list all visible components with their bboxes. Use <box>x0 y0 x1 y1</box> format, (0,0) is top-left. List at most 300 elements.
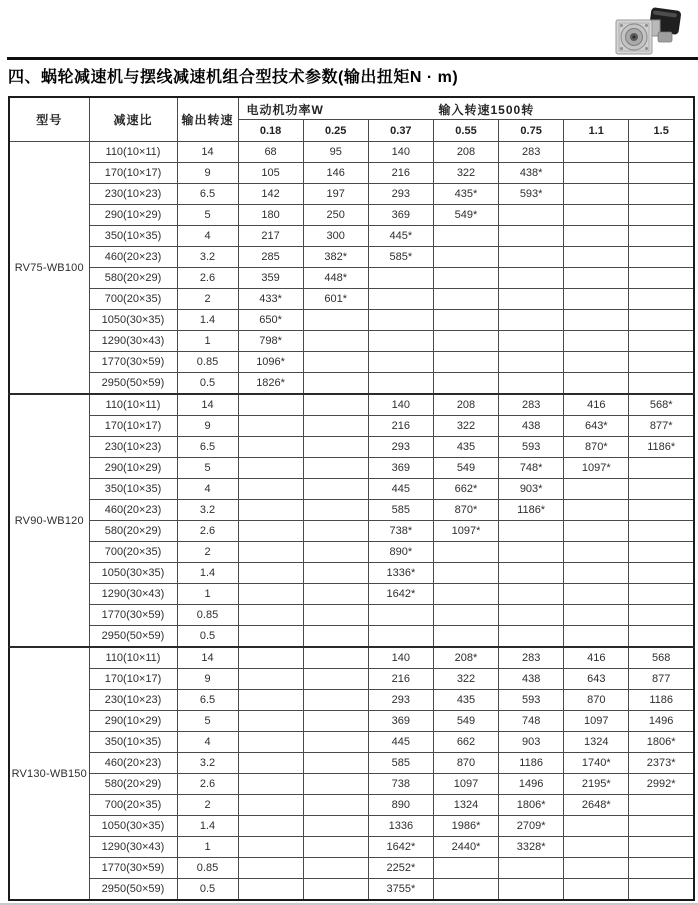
input-speed-label: 输入转速1500转 <box>438 103 535 117</box>
torque-cell <box>368 268 433 289</box>
torque-cell <box>433 879 498 901</box>
torque-cell <box>499 605 564 626</box>
table-row <box>9 458 694 479</box>
col-header-ratio: 减速比 <box>89 97 177 142</box>
torque-cell <box>303 458 368 479</box>
torque-cell <box>303 626 368 648</box>
output-speed-cell: 4 <box>177 479 238 500</box>
torque-cell <box>499 373 564 395</box>
torque-cell: 140 <box>368 394 433 416</box>
table-row <box>9 500 694 521</box>
output-speed-cell: 1.4 <box>177 563 238 584</box>
torque-cell: 1186* <box>629 437 694 458</box>
ratio-cell: 110(10×11) <box>89 647 177 669</box>
torque-cell <box>238 394 303 416</box>
table-row <box>9 331 694 352</box>
table-row <box>9 352 694 373</box>
torque-cell <box>433 331 498 352</box>
ratio-cell: 1770(30×59) <box>89 605 177 626</box>
ratio-cell: 700(20×35) <box>89 795 177 816</box>
torque-cell: 445 <box>368 732 433 753</box>
torque-cell: 416 <box>564 394 629 416</box>
torque-cell <box>238 690 303 711</box>
torque-cell: 1336 <box>368 816 433 837</box>
output-speed-cell: 6.5 <box>177 184 238 205</box>
torque-cell <box>303 521 368 542</box>
torque-cell: 643* <box>564 416 629 437</box>
output-speed-cell: 4 <box>177 732 238 753</box>
table-row <box>9 605 694 626</box>
output-speed-cell: 14 <box>177 142 238 163</box>
torque-cell <box>303 774 368 795</box>
torque-cell <box>238 753 303 774</box>
torque-cell <box>629 226 694 247</box>
torque-cell: 2440* <box>433 837 498 858</box>
torque-cell: 283 <box>499 647 564 669</box>
torque-cell: 293 <box>368 690 433 711</box>
output-speed-cell: 1 <box>177 331 238 352</box>
torque-cell <box>303 437 368 458</box>
torque-cell: 1097* <box>564 458 629 479</box>
torque-cell: 601* <box>303 289 368 310</box>
torque-cell <box>629 584 694 605</box>
torque-cell: 322 <box>433 163 498 184</box>
torque-cell <box>564 584 629 605</box>
ratio-cell: 700(20×35) <box>89 542 177 563</box>
torque-cell <box>303 352 368 373</box>
ratio-cell: 290(10×29) <box>89 711 177 732</box>
torque-cell <box>499 205 564 226</box>
table-row <box>9 184 694 205</box>
torque-cell: 593 <box>499 690 564 711</box>
torque-cell: 2373* <box>629 753 694 774</box>
ratio-cell: 230(10×23) <box>89 690 177 711</box>
torque-cell <box>368 310 433 331</box>
table-row <box>9 416 694 437</box>
torque-cell: 2992* <box>629 774 694 795</box>
torque-cell: 870 <box>564 690 629 711</box>
torque-cell <box>303 711 368 732</box>
table-row <box>9 247 694 268</box>
torque-cell <box>629 289 694 310</box>
ratio-cell: 350(10×35) <box>89 479 177 500</box>
ratio-cell: 1050(30×35) <box>89 310 177 331</box>
torque-cell <box>499 331 564 352</box>
torque-cell <box>238 647 303 669</box>
torque-cell <box>303 879 368 901</box>
ratio-cell: 2950(50×59) <box>89 879 177 901</box>
torque-cell: 293 <box>368 437 433 458</box>
torque-cell: 870* <box>433 500 498 521</box>
torque-cell: 738 <box>368 774 433 795</box>
torque-cell: 1496 <box>499 774 564 795</box>
output-speed-cell: 3.2 <box>177 500 238 521</box>
torque-cell <box>238 858 303 879</box>
torque-cell: 1186 <box>499 753 564 774</box>
torque-cell: 662* <box>433 479 498 500</box>
torque-cell: 870* <box>564 437 629 458</box>
torque-cell: 890* <box>368 542 433 563</box>
torque-cell <box>629 521 694 542</box>
torque-cell <box>499 226 564 247</box>
ratio-cell: 580(20×29) <box>89 268 177 289</box>
col-header-power: 0.37 <box>368 120 433 142</box>
table-row <box>9 310 694 331</box>
torque-cell: 180 <box>238 205 303 226</box>
torque-cell: 283 <box>499 394 564 416</box>
torque-cell: 1826* <box>238 373 303 395</box>
torque-cell <box>499 626 564 648</box>
torque-cell <box>564 184 629 205</box>
torque-cell: 140 <box>368 142 433 163</box>
torque-cell <box>499 584 564 605</box>
spec-table <box>8 96 695 901</box>
torque-cell <box>629 310 694 331</box>
torque-cell: 322 <box>433 416 498 437</box>
torque-cell <box>303 858 368 879</box>
table-header <box>9 97 694 142</box>
torque-cell: 1740* <box>564 753 629 774</box>
torque-cell <box>433 626 498 648</box>
table-row <box>9 226 694 247</box>
torque-cell <box>238 437 303 458</box>
header-rule <box>7 57 698 60</box>
ratio-cell: 580(20×29) <box>89 521 177 542</box>
torque-cell <box>629 184 694 205</box>
torque-cell: 140 <box>368 647 433 669</box>
torque-cell <box>629 163 694 184</box>
torque-cell <box>629 816 694 837</box>
torque-cell: 650* <box>238 310 303 331</box>
output-speed-cell: 5 <box>177 458 238 479</box>
torque-cell <box>499 521 564 542</box>
table-row <box>9 394 694 416</box>
output-speed-cell: 9 <box>177 669 238 690</box>
output-speed-cell: 1.4 <box>177 310 238 331</box>
torque-cell <box>629 205 694 226</box>
ratio-cell: 460(20×23) <box>89 753 177 774</box>
torque-cell: 890 <box>368 795 433 816</box>
torque-cell: 95 <box>303 142 368 163</box>
torque-cell: 1986* <box>433 816 498 837</box>
ratio-cell: 290(10×29) <box>89 205 177 226</box>
torque-cell: 1496 <box>629 711 694 732</box>
output-speed-cell: 4 <box>177 226 238 247</box>
ratio-cell: 230(10×23) <box>89 184 177 205</box>
ratio-cell: 1290(30×43) <box>89 331 177 352</box>
torque-cell <box>303 584 368 605</box>
torque-cell <box>629 479 694 500</box>
torque-cell <box>433 310 498 331</box>
col-header-model: 型号 <box>9 97 89 142</box>
table-row <box>9 563 694 584</box>
torque-cell: 438* <box>499 163 564 184</box>
table-row <box>9 669 694 690</box>
table-row <box>9 626 694 648</box>
torque-cell: 1806* <box>629 732 694 753</box>
torque-cell <box>238 479 303 500</box>
torque-cell: 903 <box>499 732 564 753</box>
torque-cell <box>303 605 368 626</box>
torque-cell <box>303 690 368 711</box>
output-speed-cell: 6.5 <box>177 690 238 711</box>
torque-cell: 585* <box>368 247 433 268</box>
torque-cell: 877 <box>629 669 694 690</box>
output-speed-cell: 2 <box>177 289 238 310</box>
table-row <box>9 795 694 816</box>
torque-cell <box>433 563 498 584</box>
torque-cell: 382* <box>303 247 368 268</box>
torque-cell <box>564 310 629 331</box>
torque-cell <box>368 373 433 395</box>
col-header-output-speed: 输出转速 <box>177 97 238 142</box>
table-row <box>9 437 694 458</box>
torque-cell: 549* <box>433 205 498 226</box>
torque-cell: 1186* <box>499 500 564 521</box>
torque-cell <box>629 879 694 901</box>
torque-cell <box>433 247 498 268</box>
output-speed-cell: 9 <box>177 416 238 437</box>
torque-cell: 197 <box>303 184 368 205</box>
torque-cell: 216 <box>368 416 433 437</box>
torque-cell <box>629 458 694 479</box>
torque-cell <box>499 542 564 563</box>
table-row <box>9 732 694 753</box>
torque-cell: 2648* <box>564 795 629 816</box>
torque-cell: 369 <box>368 711 433 732</box>
ratio-cell: 110(10×11) <box>89 394 177 416</box>
torque-cell <box>238 669 303 690</box>
output-speed-cell: 3.2 <box>177 247 238 268</box>
ratio-cell: 290(10×29) <box>89 458 177 479</box>
torque-cell <box>303 394 368 416</box>
torque-cell <box>564 373 629 395</box>
output-speed-cell: 0.5 <box>177 879 238 901</box>
table-row <box>9 816 694 837</box>
torque-cell <box>564 163 629 184</box>
torque-cell: 549 <box>433 458 498 479</box>
torque-cell <box>238 711 303 732</box>
torque-cell: 435 <box>433 437 498 458</box>
torque-cell <box>433 373 498 395</box>
torque-cell <box>564 226 629 247</box>
torque-cell: 435* <box>433 184 498 205</box>
col-header-power: 1.5 <box>629 120 694 142</box>
ratio-cell: 460(20×23) <box>89 500 177 521</box>
torque-cell <box>368 626 433 648</box>
torque-cell <box>629 331 694 352</box>
torque-cell <box>433 226 498 247</box>
model-cell: RV75-WB100 <box>9 142 89 395</box>
torque-cell <box>629 563 694 584</box>
torque-cell: 208 <box>433 142 498 163</box>
torque-cell <box>564 352 629 373</box>
ratio-cell: 2950(50×59) <box>89 626 177 648</box>
torque-cell <box>564 331 629 352</box>
torque-cell <box>564 479 629 500</box>
ratio-cell: 1770(30×59) <box>89 858 177 879</box>
output-speed-cell: 1 <box>177 837 238 858</box>
torque-cell <box>238 605 303 626</box>
torque-cell <box>499 310 564 331</box>
table-row <box>9 647 694 669</box>
torque-cell <box>564 268 629 289</box>
gearbox-photo <box>606 4 686 58</box>
torque-cell <box>238 879 303 901</box>
output-speed-cell: 1 <box>177 584 238 605</box>
ratio-cell: 170(10×17) <box>89 669 177 690</box>
output-speed-cell: 14 <box>177 394 238 416</box>
torque-cell: 445 <box>368 479 433 500</box>
torque-cell <box>629 500 694 521</box>
col-header-power: 0.25 <box>303 120 368 142</box>
torque-cell: 438 <box>499 669 564 690</box>
output-speed-cell: 9 <box>177 163 238 184</box>
ratio-cell: 1290(30×43) <box>89 837 177 858</box>
torque-cell: 416 <box>564 647 629 669</box>
torque-cell: 3755* <box>368 879 433 901</box>
torque-cell <box>564 879 629 901</box>
torque-cell <box>564 521 629 542</box>
table-row <box>9 163 694 184</box>
torque-cell: 217 <box>238 226 303 247</box>
torque-cell: 662 <box>433 732 498 753</box>
torque-cell <box>629 626 694 648</box>
torque-cell <box>303 310 368 331</box>
torque-cell: 105 <box>238 163 303 184</box>
output-speed-cell: 2.6 <box>177 521 238 542</box>
table-body <box>9 142 694 901</box>
torque-cell <box>368 352 433 373</box>
torque-cell: 208* <box>433 647 498 669</box>
torque-cell: 568* <box>629 394 694 416</box>
torque-cell: 369 <box>368 205 433 226</box>
torque-cell: 585 <box>368 500 433 521</box>
torque-cell <box>629 605 694 626</box>
torque-cell <box>238 816 303 837</box>
torque-cell <box>303 416 368 437</box>
torque-cell <box>564 816 629 837</box>
torque-cell: 216 <box>368 669 433 690</box>
ratio-cell: 1290(30×43) <box>89 584 177 605</box>
torque-cell: 285 <box>238 247 303 268</box>
torque-cell <box>238 458 303 479</box>
torque-cell <box>238 837 303 858</box>
table-row <box>9 584 694 605</box>
table-row <box>9 142 694 163</box>
ratio-cell: 1770(30×59) <box>89 352 177 373</box>
torque-cell <box>629 352 694 373</box>
torque-cell: 216 <box>368 163 433 184</box>
torque-cell: 250 <box>303 205 368 226</box>
table-row <box>9 711 694 732</box>
torque-cell: 435 <box>433 690 498 711</box>
table-row <box>9 479 694 500</box>
torque-cell <box>303 837 368 858</box>
torque-cell: 293 <box>368 184 433 205</box>
torque-cell: 142 <box>238 184 303 205</box>
output-speed-cell: 5 <box>177 711 238 732</box>
torque-cell: 1324 <box>564 732 629 753</box>
header-row-1 <box>9 97 694 120</box>
torque-cell <box>303 542 368 563</box>
torque-cell <box>368 331 433 352</box>
motor-power-label: 电动机功率W <box>246 103 324 117</box>
model-cell: RV90-WB120 <box>9 394 89 647</box>
torque-cell <box>499 268 564 289</box>
torque-cell <box>629 795 694 816</box>
ratio-cell: 110(10×11) <box>89 142 177 163</box>
torque-cell: 1324 <box>433 795 498 816</box>
ratio-cell: 350(10×35) <box>89 732 177 753</box>
torque-cell <box>303 479 368 500</box>
torque-cell <box>303 669 368 690</box>
table-row <box>9 858 694 879</box>
torque-cell: 1642* <box>368 584 433 605</box>
table-row <box>9 879 694 901</box>
torque-cell: 369 <box>368 458 433 479</box>
torque-cell <box>368 605 433 626</box>
torque-cell: 568 <box>629 647 694 669</box>
torque-cell: 593* <box>499 184 564 205</box>
torque-cell <box>238 500 303 521</box>
torque-cell <box>238 584 303 605</box>
table-row <box>9 774 694 795</box>
torque-cell <box>433 289 498 310</box>
torque-cell <box>564 837 629 858</box>
output-speed-cell: 3.2 <box>177 753 238 774</box>
table-row <box>9 373 694 395</box>
torque-cell: 1097* <box>433 521 498 542</box>
torque-cell: 3328* <box>499 837 564 858</box>
torque-cell: 448* <box>303 268 368 289</box>
torque-cell: 1806* <box>499 795 564 816</box>
table-row <box>9 521 694 542</box>
table-row <box>9 542 694 563</box>
table-row <box>9 837 694 858</box>
torque-cell <box>564 542 629 563</box>
torque-cell <box>303 816 368 837</box>
torque-cell <box>564 289 629 310</box>
output-speed-cell: 2.6 <box>177 268 238 289</box>
col-header-power: 0.18 <box>238 120 303 142</box>
torque-cell <box>629 268 694 289</box>
torque-cell <box>499 289 564 310</box>
torque-cell: 643 <box>564 669 629 690</box>
table-row <box>9 289 694 310</box>
output-speed-cell: 14 <box>177 647 238 669</box>
col-header-power: 0.75 <box>499 120 564 142</box>
ratio-cell: 700(20×35) <box>89 289 177 310</box>
torque-cell <box>629 542 694 563</box>
torque-cell <box>303 500 368 521</box>
page-title: 四、蜗轮减速机与摆线减速机组合型技术参数(输出扭矩N · m) <box>8 69 459 86</box>
torque-cell: 300 <box>303 226 368 247</box>
col-header-power-group <box>238 97 694 120</box>
table-row <box>9 205 694 226</box>
torque-cell: 438 <box>499 416 564 437</box>
torque-cell <box>238 626 303 648</box>
torque-cell: 593 <box>499 437 564 458</box>
torque-cell <box>564 205 629 226</box>
torque-cell: 2252* <box>368 858 433 879</box>
table-row <box>9 753 694 774</box>
torque-cell <box>238 416 303 437</box>
torque-cell <box>433 542 498 563</box>
ratio-cell: 1050(30×35) <box>89 816 177 837</box>
model-cell: RV130-WB150 <box>9 647 89 900</box>
torque-cell <box>564 500 629 521</box>
